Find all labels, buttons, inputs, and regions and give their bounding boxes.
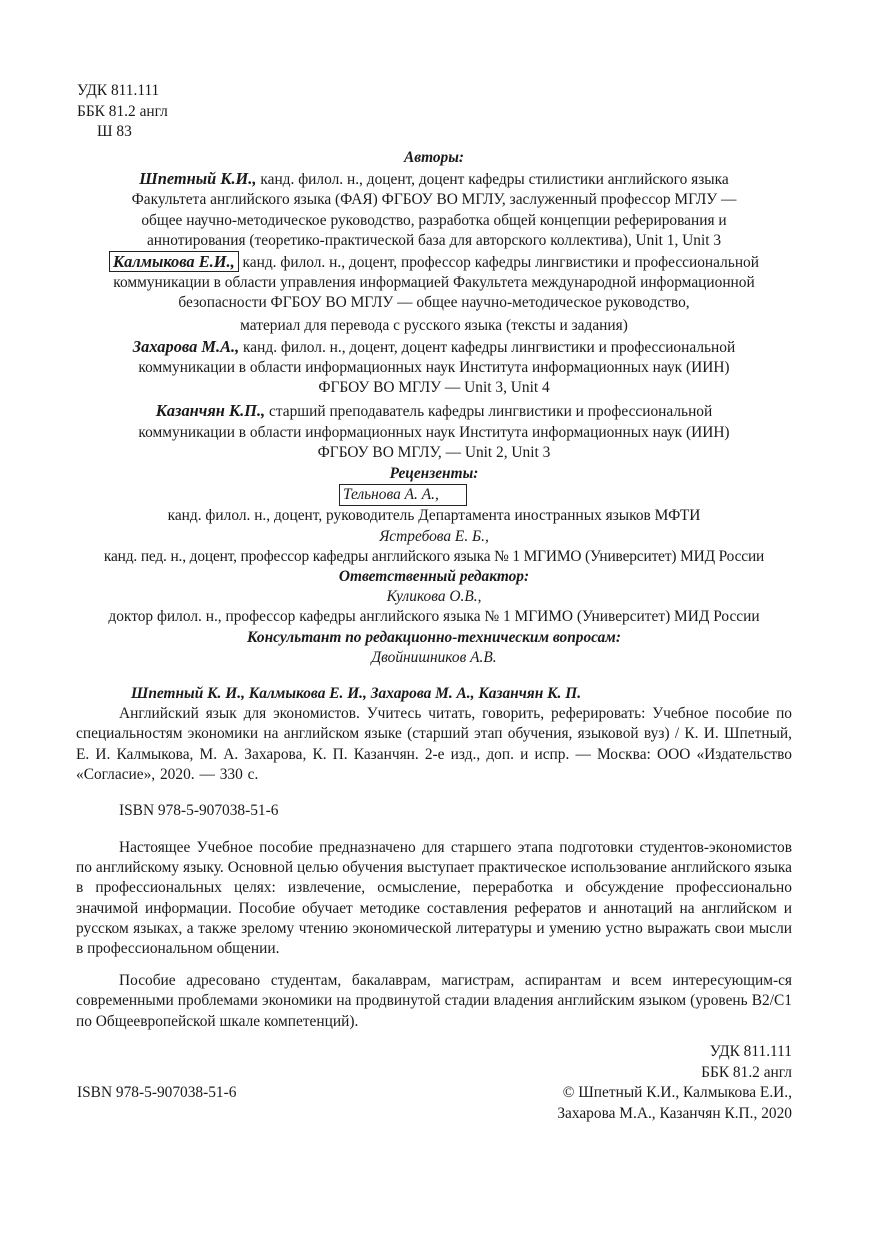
footer-udk: УДК 811.111 [709, 1043, 792, 1060]
bib-description: Английский язык для экономистов. Учитесь читать, говорить, реферировать: Учебное пособие по специальностям экономики на английском языке (старший этап обучения, языковой вуз) / К. И. Шпетный, Е. И. Калмыкова, М. А. Захарова, К. П. Казанчян. 2-е изд., доп. и испр. — Москва: ООО «Издательство «Согласие», 2020. — 330 с. [76, 705, 792, 783]
bib-isbn: ISBN 978-5-907038-51-6 [119, 802, 279, 820]
author-name-highlighted: Калмыкова Е.И., [109, 251, 239, 272]
consultant-name: Двойнишников А.В. [371, 648, 497, 666]
reviewer-entry: Тельнова А. А., канд. филол. н., доцент, руководитель Департамента иностранных языков МФТИ [167, 486, 701, 525]
footer-copyright-block [557, 1042, 792, 1124]
authors-heading: Авторы: [403, 149, 465, 166]
bibliographic-record [76, 684, 792, 821]
editor-entry: Куликова О.В., доктор филол. н., профессор кафедры английского языка № 1 МГИМО (Университет) МИД России [108, 588, 760, 626]
consultant-heading: Консультант по редакционно-техническим вопросам: [247, 628, 621, 646]
annotation-paragraph: Настоящее Учебное пособие предназначено для старшего этапа подготовки студентов-экономистов по английскому языку. Основной целью обучения выступает практическое использование английского языка в профессиональных целях: извлечение, осмысление, переработка и обсуждение профессионально значимой информации. Пособие обучает методике составления рефератов и аннотаций на английском и русском языках, а также зрелому чтению экономической литературы и умению устно выражать свои мысли в профессиональном общении. [76, 839, 792, 958]
reviewers-heading: Рецензенты: [389, 465, 479, 483]
annotation [76, 838, 792, 1032]
author-mark: Ш 83 [97, 123, 132, 141]
author-entry: Калмыкова Е.И., канд. филол. н., доцент, профессор кафедры лингвистики и профессиональной коммуникации в области управления информацией Факультета международной информационной безопасности ФГБОУ ВО МГЛУ — общее научно-методическое руководство, материал для перевода с русского языка (тексты и задания) [76, 252, 792, 336]
author-entry: Шпетный К.И., канд. филол. н., доцент, доцент кафедры стилистики английского языка Факультета английского языка (ФАЯ) ФГБОУ ВО МГЛУ, заслуженный профессор МГЛУ — общее научно-методическое руководство, разработка общей концепции реферирования и аннотирования (теоретико-практической база для авторского коллектива), Unit 1, Unit 3 [131, 169, 737, 249]
author-name: Казанчян К.П., [155, 401, 266, 421]
author-entry: Захарова М.А., канд. филол. н., доцент, доцент кафедры лингвистики и профессиональной коммуникации в области информационных наук Института информационных наук (ИИН) ФГБОУ ВО МГЛУ — Unit 3, Unit 4 [132, 336, 736, 397]
bib-authors: Шпетный К. И., Калмыкова Е. И., Захарова М. А., Казанчян К. П. [131, 685, 582, 702]
copyright-line: © Шпетный К.И., Калмыкова Е.И., [562, 1084, 792, 1102]
reviewer-entry: Ястребова Е. Б., канд. пед. н., доцент, профессор кафедры английского языка № 1 МГИМО (Университет) МИД России [103, 527, 765, 565]
reviewer-name: Ястребова Е. Б., [379, 527, 489, 545]
classification-codes [77, 81, 168, 143]
author-name: Захарова М.А., [132, 336, 240, 356]
copyright-line: Захарова М.А., Казанчян К.П., 2020 [557, 1104, 792, 1122]
authors-section [76, 148, 792, 668]
reviewer-name-highlighted: Тельнова А. А., [339, 484, 467, 506]
annotation-paragraph: Пособие адресовано студентам, бакалаврам, магистрам, аспирантам и всем интересующим-ся современными проблемами экономики на продвинутой стадии владения английским языком (уровень В2/С1 по Общеевропейской шкале компетенций). [76, 972, 792, 1030]
udk-code: УДК 811.111 [77, 82, 160, 99]
footer-isbn: ISBN 978-5-907038-51-6 [77, 1084, 237, 1101]
bbk-code: ББК 81.2 англ [77, 102, 168, 120]
editor-heading: Ответственный редактор: [338, 568, 530, 586]
author-name: Шпетный К.И., [139, 169, 257, 189]
footer-bbk: ББК 81.2 англ [701, 1063, 792, 1081]
author-entry: Казанчян К.П., старший преподаватель кафедры лингвистики и профессиональной коммуникации в области информационных наук Института информационных наук (ИИН) ФГБОУ ВО МГЛУ, — Unit 2, Unit 3 [138, 401, 730, 461]
editor-name: Куликова О.В., [386, 588, 482, 606]
